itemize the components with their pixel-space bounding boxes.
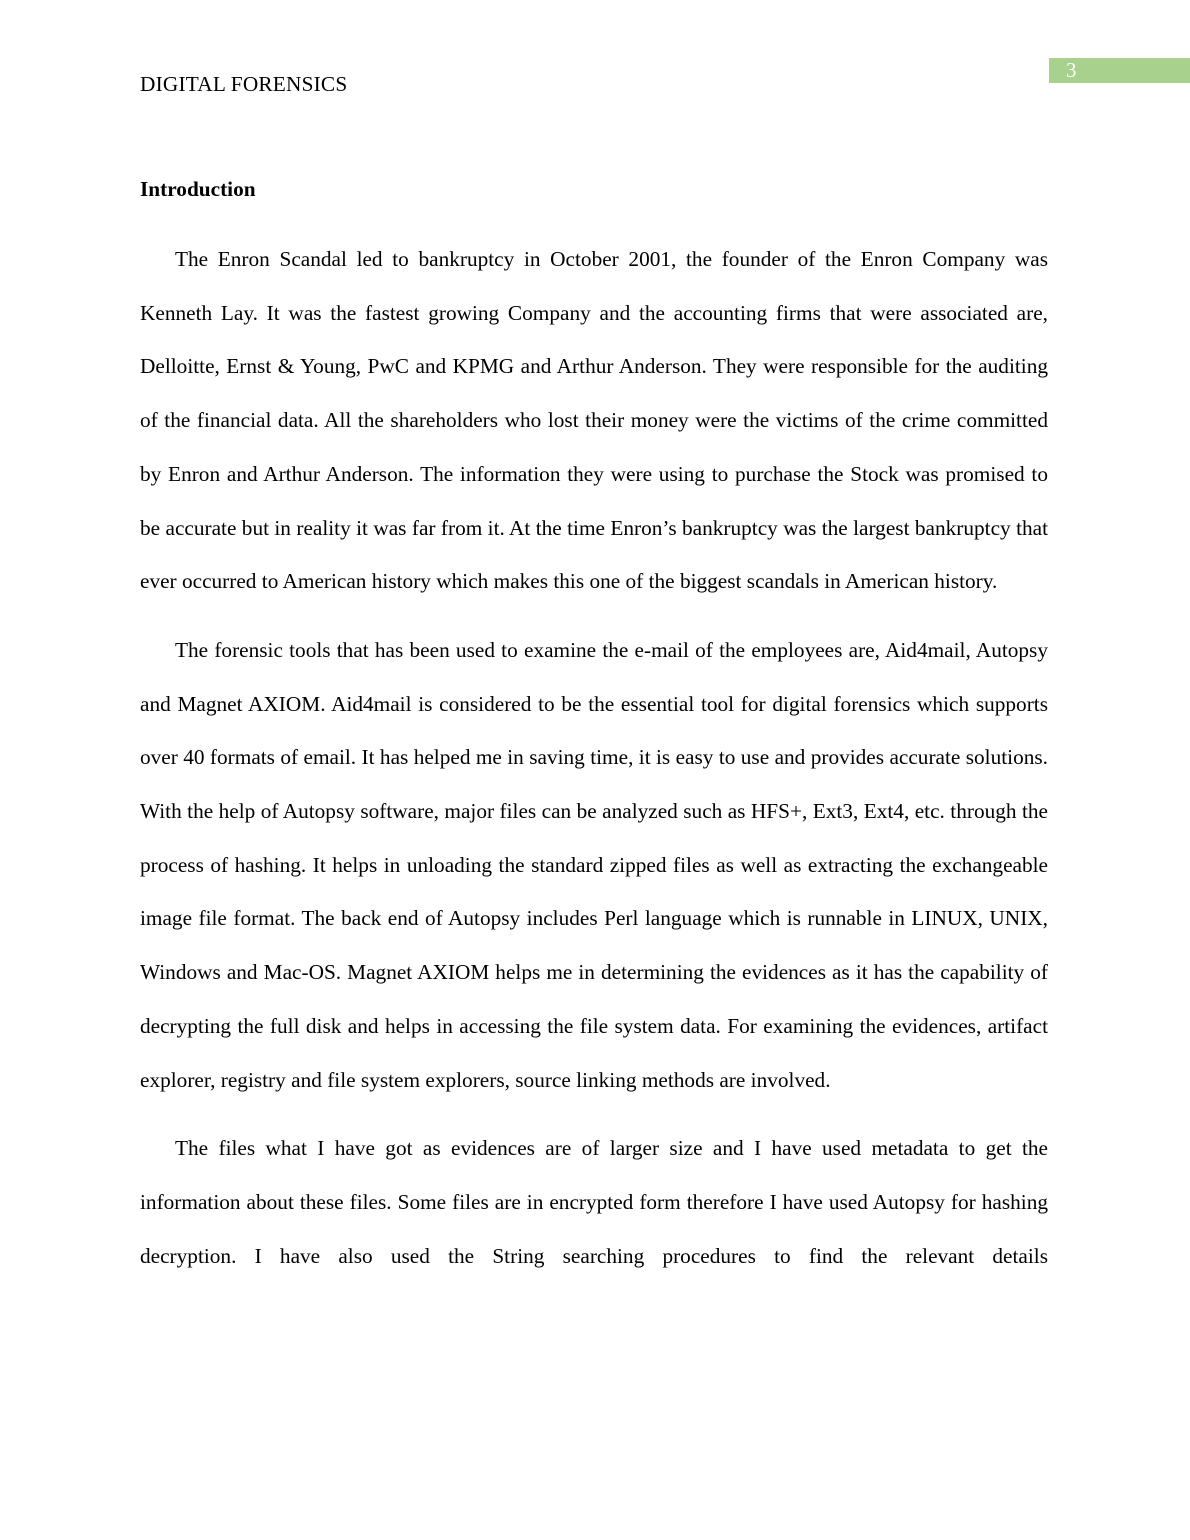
paragraph-evidence-files: The files what I have got as evidences are of larger size and I have used metadata to get the information about these files. Some files are in encrypted form therefore I have used Autopsy for hashing decryption. I have also used the String searching procedures to find the relevant details xyxy=(140,1136,1048,1268)
paragraph-enron-scandal: The Enron Scandal led to bankruptcy in October 2001, the founder of the Enron Company was Kenneth Lay. It was the fastest growing Company and the accounting firms that were associated are, Delloitte, Ernst & Young, PwC and KPMG and Arthur Anderson. They were responsible for the auditing of the financial data. All the shareholders who lost their money were the victims of the crime committed by Enron and Arthur Anderson. The information they were using to purchase the Stock was promised to be accurate but in reality it was far from it. At the time Enron’s bankruptcy was the largest bankruptcy that ever occurred to American history which makes this one of the biggest scandals in American history. xyxy=(140,247,1048,594)
running-head: DIGITAL FORENSICS xyxy=(140,72,348,96)
page-number: 3 xyxy=(1049,58,1190,83)
section-heading: Introduction xyxy=(140,177,256,201)
document-body xyxy=(140,172,1048,1283)
paragraph-forensic-tools: The forensic tools that has been used to examine the e-mail of the employees are, Aid4mail, Autopsy and Magnet AXIOM. Aid4mail is considered to be the essential tool for digital forensics which supports over 40 formats of email. It has helped me in saving time, it is easy to use and provides accurate solutions. With the help of Autopsy software, major files can be analyzed such as HFS+, Ext3, Ext4, etc. through the process of hashing. It helps in unloading the standard zipped files as well as extracting the exchangeable image file format. The back end of Autopsy includes Perl language which is runnable in LINUX, UNIX, Windows and Mac-OS. Magnet AXIOM helps me in determining the evidences as it has the capability of decrypting the full disk and helps in accessing the file system data. For examining the evidences, artifact explorer, registry and file system explorers, source linking methods are involved. xyxy=(140,637,1048,1092)
